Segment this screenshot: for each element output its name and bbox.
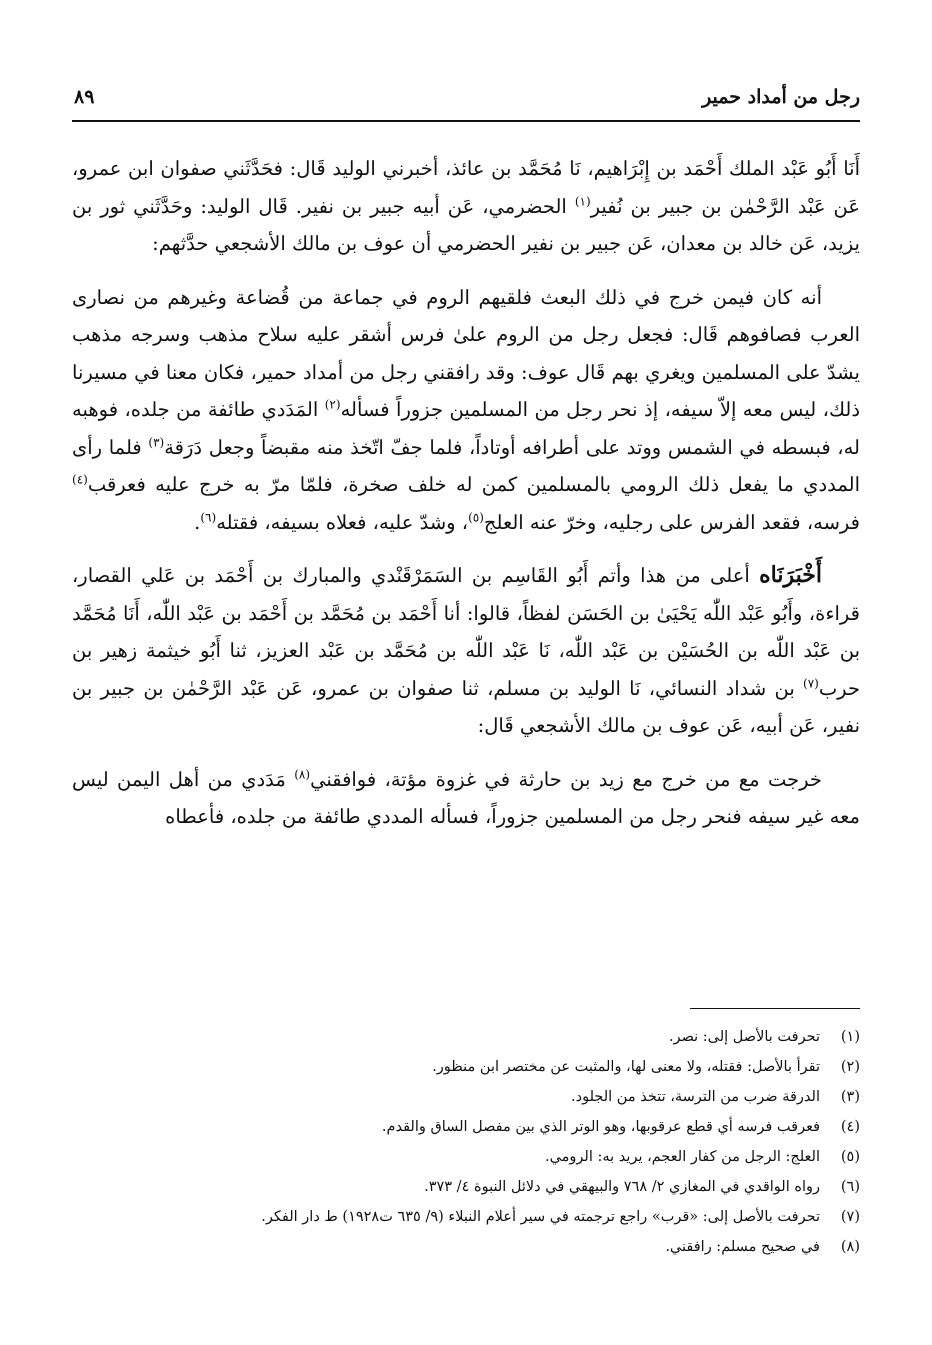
footnote bbox=[72, 1202, 860, 1232]
footnote-ref[interactable]: (٤) bbox=[72, 472, 88, 487]
page-number: ٨٩ bbox=[74, 86, 95, 108]
footnote-text: العلج: الرجل من كفار العجم، يريد به: الرومي. bbox=[544, 1149, 820, 1165]
text-run: فلما رأى المددي ما يفعل ذلك الرومي بالمسلمين كمن له خلف صخرة، فلمّا مرّ به خرج عليه فعرقب bbox=[72, 435, 860, 496]
paragraph bbox=[72, 150, 860, 263]
footnote-number: (٧) bbox=[840, 1209, 860, 1225]
footnote-ref[interactable]: (٥) bbox=[468, 510, 484, 524]
footnotes bbox=[72, 1022, 860, 1262]
footnote bbox=[72, 1022, 860, 1052]
footnote bbox=[72, 1082, 860, 1112]
paragraph bbox=[72, 761, 860, 836]
footnote bbox=[72, 1142, 860, 1172]
footnote-text: في صحيح مسلم: رافقني. bbox=[665, 1239, 820, 1255]
footnote bbox=[72, 1232, 860, 1262]
footnote-text: تقرأ بالأصل: فقتله، ولا معنى لها، والمثبت عن مختصر ابن منظور. bbox=[432, 1059, 820, 1075]
paragraph bbox=[72, 557, 860, 745]
footnote-text: تحرفت بالأصل إلى: «قرب» راجع ترجمته في سير أعلام النبلاء (٩/ ٦٣٥ ت١٩٢٨) ط دار الفكر. bbox=[261, 1209, 820, 1225]
footnote bbox=[72, 1172, 860, 1202]
footnote-number: (٢) bbox=[840, 1059, 860, 1075]
footnote-text: رواه الواقدي في المغازي ٢/ ٧٦٨ والبيهقي في دلائل النبوة ٤/ ٣٧٣. bbox=[424, 1179, 820, 1195]
paragraph bbox=[72, 279, 860, 542]
footnote-ref[interactable]: (٢) bbox=[324, 397, 341, 412]
footnote-text: تحرفت بالأصل إلى: نصر. bbox=[668, 1029, 820, 1045]
footnote-ref[interactable]: (١) bbox=[574, 194, 591, 208]
footnote-ref[interactable]: (٣) bbox=[148, 435, 165, 449]
footnote-number: (٤) bbox=[840, 1119, 860, 1135]
text-run: الحضرمي، عَن أبيه جبير بن نفير. قَال الوليد: وحَدَّثَني ثور بن يزيد، عَن خالد بن معدان، عَن جبير بن نفير الحضرمي أن عوف بن مالك الأشجعي حدَّثهم: bbox=[72, 194, 860, 255]
main-text bbox=[72, 150, 860, 852]
footnote bbox=[72, 1052, 860, 1082]
text-run: أَنَا أَبُو عَبْد الملك أَحْمَد بن إِبْرَاهيم، نَا مُحَمَّد بن عائذ، أخبرني الوليد قَال: فحَدَّثَني صفوان ابن عمرو، عَن عَبْد الرَّحْمٰن بن جبير بن نُفير bbox=[72, 157, 860, 218]
text-run: فرسه، فقعد الفرس على رجليه، وخرّ عنه العلج bbox=[483, 510, 860, 534]
text-run: مَدَدي من أهل اليمن ليس معه غير سيفه فنحر رجل من المسلمين جزوراً، فسأله المددي طائفة من جلده، فأعطاه bbox=[72, 767, 860, 828]
text-run: المَدَدي طائفة من جلده، فوهبه له، فبسطه في الشمس ووتد على أطرافه أوتاداً، فلما جفّ اتّخذ منه مقبضاً وجعل دَرَقة bbox=[72, 398, 860, 459]
footnote-ref[interactable]: (٧) bbox=[803, 676, 819, 690]
footnote-separator bbox=[690, 1008, 860, 1009]
footnote-number: (١) bbox=[840, 1029, 860, 1045]
text-run: . bbox=[194, 510, 201, 534]
text-run: أعلى من هذا وأتم أَبُو القَاسِم بن السَمَرْقَنْدي والمبارك بن أَحْمَد بن عَلي القصار، قراءة، وأَبُو عَبْد اللّٰه يَحْيَىٰ بن الحَسَن لفظاً، قالوا: أنا أَحْمَد بن مُحَمَّد بن أَحْمَد بن عَبْد اللّٰه، أَنَا مُحَمَّد بن عَبْد اللّٰه بن الحُسَيْن بن عَبْد اللّٰه، نَا عَبْد اللّٰه بن مُحَمَّد بن عَبْد العزيز، ثنا أَبُو خيثمة زهير بن حرب bbox=[72, 564, 860, 700]
text-run: بن شداد النسائي، نَا الوليد بن مسلم، ثنا صفوان بن عمرو، عَن عَبْد الرَّحْمٰن بن جبير بن نفير، عَن أبيه، عَن عوف بن مالك الأشجعي قَال: bbox=[72, 676, 860, 737]
footnote-text: فعرقب فرسه أي قطع عرقوبها، وهو الوتر الذي بين مفصل الساق والقدم. bbox=[381, 1119, 820, 1135]
footnote-ref[interactable]: (٨) bbox=[294, 767, 311, 781]
footnote-number: (٥) bbox=[840, 1149, 860, 1165]
running-title: رجل من أمداد حمير bbox=[702, 86, 860, 108]
footnote-number: (٦) bbox=[840, 1179, 860, 1195]
footnote-number: (٣) bbox=[840, 1089, 860, 1105]
lead-word: أَخْبَرَنَاه bbox=[759, 562, 822, 588]
footnote-ref[interactable]: (٦) bbox=[200, 510, 217, 524]
text-run: خرجت مع من خرج مع زيد بن حارثة في غزوة مؤتة، فوافقني bbox=[310, 767, 822, 791]
text-run: ، وشدّ عليه، فعلاه بسيفه، فقتله bbox=[216, 510, 469, 534]
text-run: أنه كان فيمن خرج في ذلك البعث فلقيهم الروم في جماعة من قُضاعة وغيرهم من نصارى العرب فصافوهم قَال: فجعل رجل من الروم علىٰ فرس أشقر عليه سلاح مذهب وسرجه مذهب يشدّ على المسلمين ويغري بهم قَال عوف: وقد رافقني رجل من أمداد حمير، فكان معنا في مسيرنا ذلك، ليس معه إلاّ سيفه، إذ نحر رجل من المسلمين جزوراً فسأله bbox=[72, 285, 860, 421]
footnote-number: (٨) bbox=[840, 1239, 860, 1255]
footnote bbox=[72, 1112, 860, 1142]
running-header bbox=[72, 84, 860, 122]
footnote-text: الدرقة ضرب من الترسة، تتخذ من الجلود. bbox=[571, 1089, 820, 1105]
